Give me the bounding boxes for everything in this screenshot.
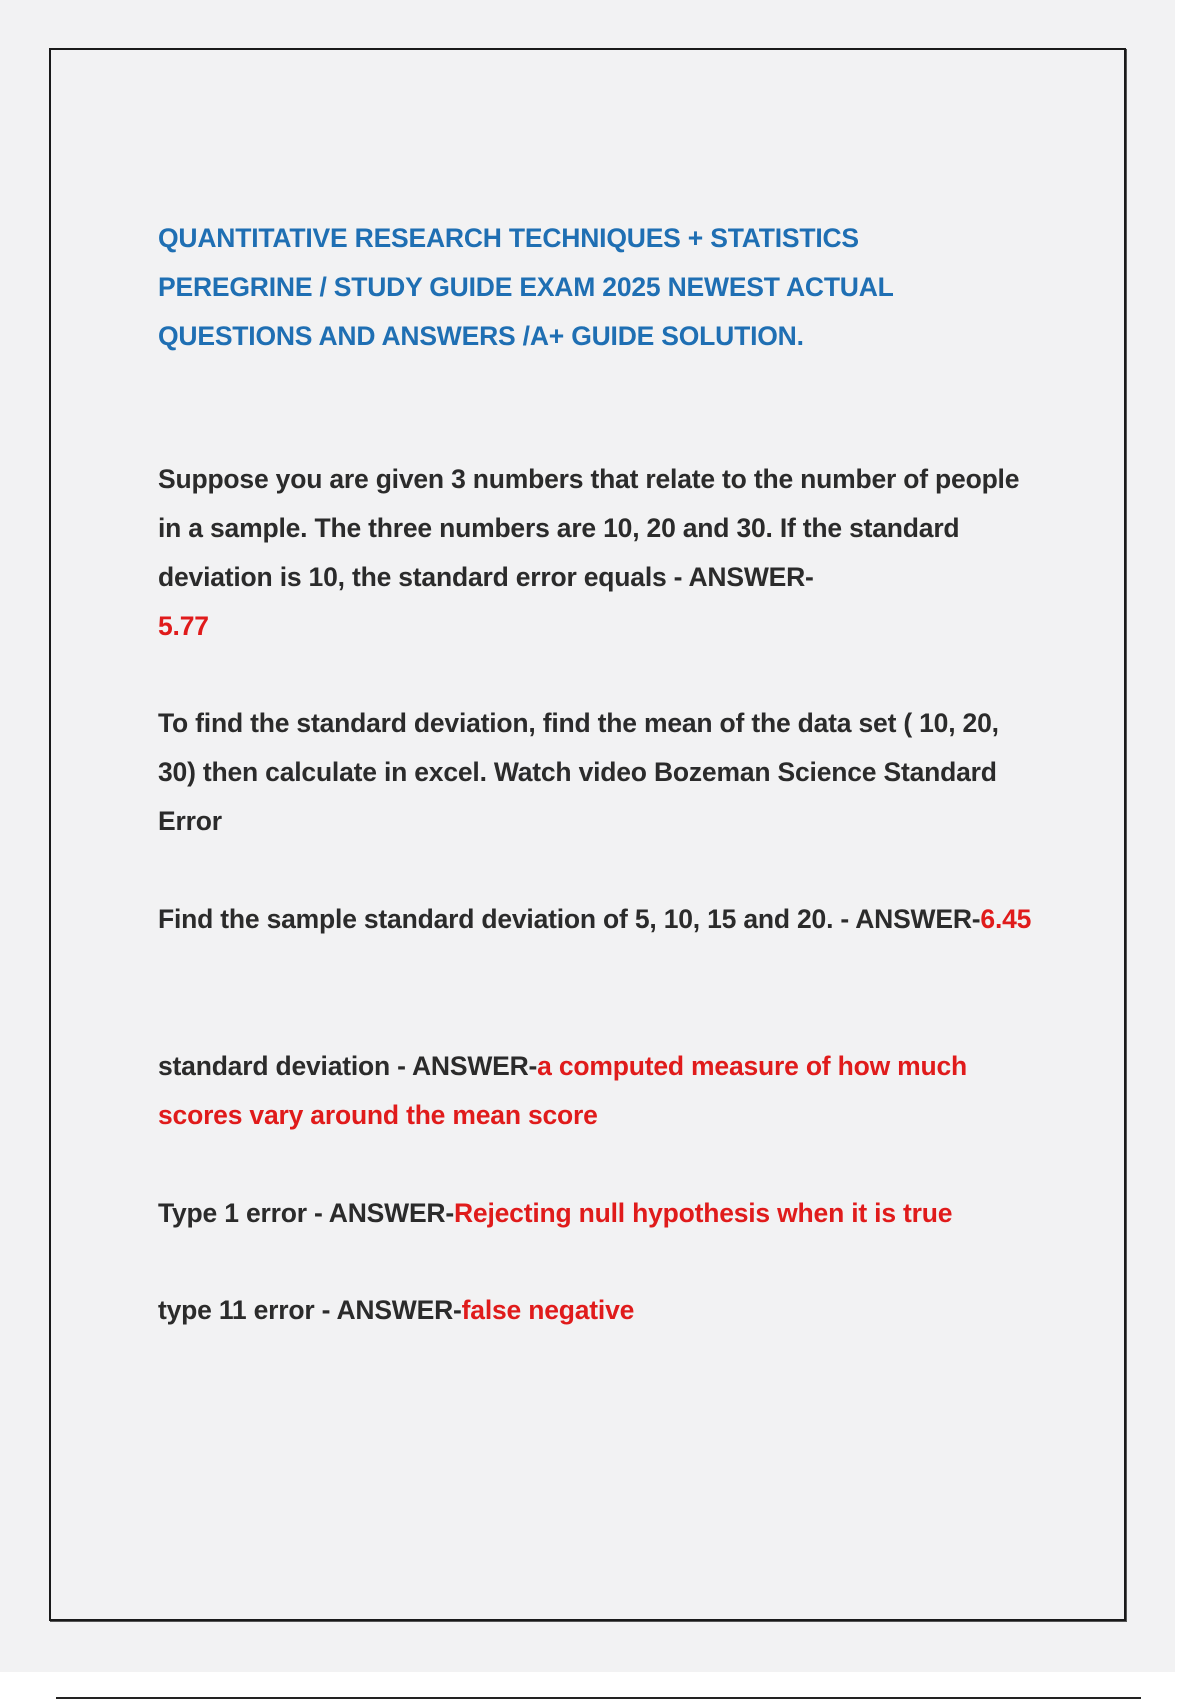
- answer-text: false negative: [461, 1295, 635, 1325]
- qa-item-note: [158, 699, 1038, 846]
- page-divider: [56, 1697, 1141, 1699]
- answer-text: 5.77: [158, 611, 209, 641]
- qa-item-sd-definition: [158, 1042, 1038, 1140]
- qa-item-sample-sd: [158, 895, 1038, 944]
- note-text: To find the standard deviation, find the mean of the data set ( 10, 20, 30) then calculate in excel. Watch video Bozeman Science Standard Error: [158, 708, 999, 836]
- question-text: Find the sample standard deviation of 5, 10, 15 and 20. - ANSWER-: [158, 904, 981, 934]
- document-title: QUANTITATIVE RESEARCH TECHNIQUES + STATISTICS PEREGRINE / STUDY GUIDE EXAM 2025 NEWEST ACTUAL QUESTIONS AND ANSWERS /A+ GUIDE SOLUTION.: [158, 223, 894, 351]
- answer-text: Rejecting null hypothesis when it is true: [453, 1198, 953, 1228]
- qa-item-type1-error: [158, 1189, 1038, 1238]
- qa-item-standard-error: [158, 455, 1038, 651]
- question-text: standard deviation - ANSWER-: [158, 1051, 538, 1081]
- qa-item-type2-error: [158, 1286, 1038, 1335]
- answer-text: a computed measure of how much scores vary around the mean score: [158, 1051, 968, 1130]
- question-text: Type 1 error - ANSWER-: [158, 1198, 454, 1228]
- answer-text: 6.45: [980, 904, 1032, 934]
- question-text: type 11 error - ANSWER-: [158, 1295, 462, 1325]
- question-text: Suppose you are given 3 numbers that relate to the number of people in a sample. The three numbers are 10, 20 and 30. If the standard deviation is 10, the standard error equals - ANSWER-: [158, 464, 1020, 592]
